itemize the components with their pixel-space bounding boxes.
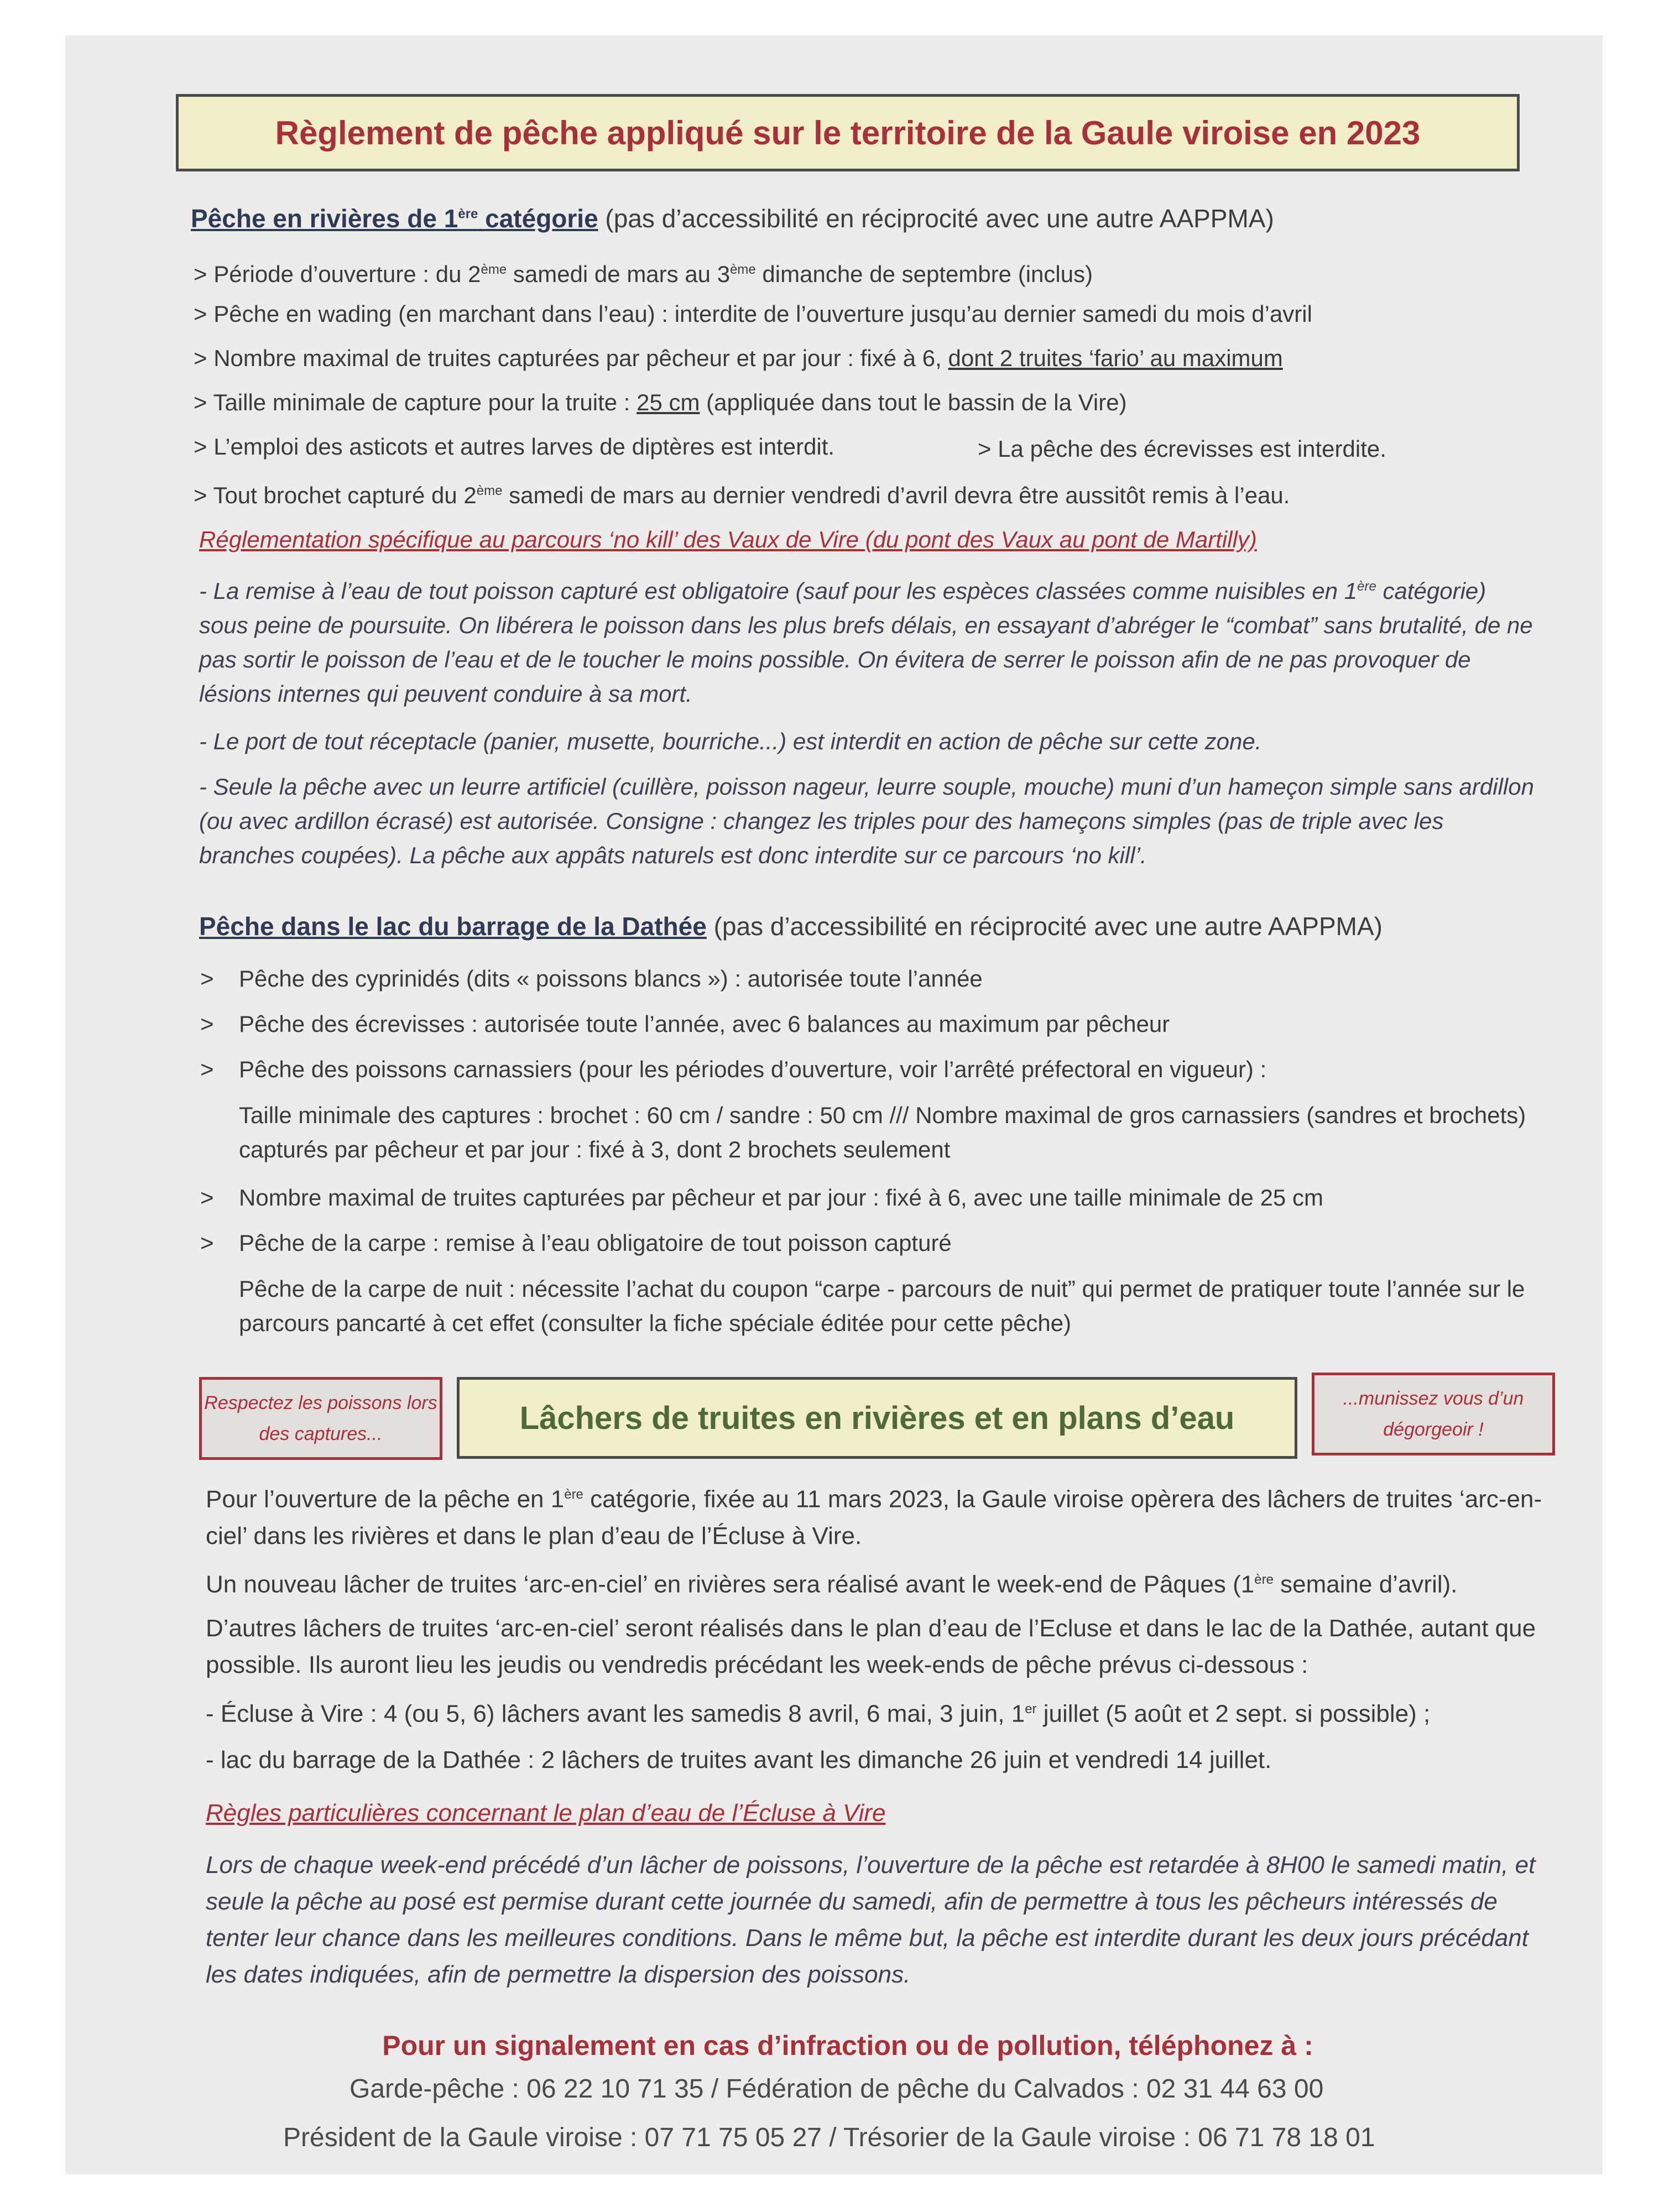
lake-bullet-mark: > <box>200 966 214 992</box>
release-opening-sup: ère <box>564 1487 583 1502</box>
release-dathee-dates: - lac du barrage de la Dathée : 2 lâchers de truites avant les dimanche 26 juin et vendredi 14 juillet. <box>206 1746 1272 1773</box>
rule-min-size-a: > Taille minimale de capture pour la truite : <box>194 389 637 415</box>
section1-heading-sup: ère <box>458 206 478 222</box>
document-title: Règlement de pêche appliqué sur le territoire de la Gaule viroise en 2023 <box>275 114 1421 152</box>
rule-opening-c: dimanche de septembre (inclus) <box>755 261 1093 287</box>
lake-bullet-mark: > <box>200 1230 214 1256</box>
release-ecluse-dates <box>206 1691 1430 1733</box>
no-kill-rule-release <box>199 570 1537 711</box>
section2-heading-lead: Pêche dans le lac du barrage de la Dathée <box>199 912 707 941</box>
release-easter-paragraph <box>206 1562 1555 1603</box>
rule-pike-sup: ème <box>476 483 503 498</box>
rule-max-trout-underlined: dont 2 truites ‘fario’ au maximum <box>948 345 1283 371</box>
rule-max-trout <box>194 344 1283 373</box>
rule-opening-a: > Période d’ouverture : du 2 <box>194 261 481 287</box>
lake-bullet-mark: > <box>200 1011 214 1037</box>
contacts-line-2: Président de la Gaule viroise : 07 71 75 05 27 / Trésorier de la Gaule viroise : 06 71 78 18 01 <box>283 2123 1375 2152</box>
lake-rule-trout: Nombre maximal de truites capturées par pêcheur et par jour : fixé à 6, avec une taille minimale de 25 cm <box>239 1185 1323 1211</box>
lake-rule-carp: Pêche de la carpe : remise à l’eau obligatoire de tout poisson capturé <box>239 1230 952 1256</box>
release-ecluse-a: - Écluse à Vire : 4 (ou 5, 6) lâchers avant les samedis 8 avril, 6 mai, 3 juin, 1 <box>206 1700 1025 1728</box>
lake-rule-cyprinids: Pêche des cyprinidés (dits « poissons blancs ») : autorisée toute l’année <box>239 966 983 992</box>
rule-opening-sup2: ème <box>730 262 756 277</box>
rule-min-size-b: (appliquée dans tout le bassin de la Vire) <box>700 389 1127 415</box>
rule-wading: > Pêche en wading (en marchant dans l’eau) : interdite de l’ouverture jusqu’au dernier samedi du mois d’avril <box>194 301 1312 327</box>
rule-opening-sup1: ème <box>481 262 507 277</box>
rule-pike-b: samedi de mars au dernier vendredi d’avril devra être aussitôt remis à l’eau. <box>502 482 1290 508</box>
lake-rule-predators: Pêche des poissons carnassiers (pour les périodes d’ouverture, voir l’arrêté préfectoral en vigueur) : <box>239 1056 1267 1082</box>
release-ecluse-b: juillet (5 août et 2 sept. si possible) ; <box>1036 1700 1431 1728</box>
lake-rule-crayfish: Pêche des écrevisses : autorisée toute l’année, avec 6 balances au maximum par pêcheur <box>239 1011 1170 1037</box>
banner-left-note: Respectez les poissons lors des captures... <box>199 1377 442 1460</box>
release-opening-b: catégorie, fixée au 11 mars 2023, la Gaule viroise opèrera des lâchers de truites ‘arc-en-ciel’ dans les rivières et dans le plan d’eau de l’Écluse à Vire. <box>206 1485 1542 1550</box>
rule-pike <box>194 477 1290 510</box>
release-easter-b: semaine d’avril). <box>1273 1571 1458 1598</box>
section1-heading-lead-text: Pêche en rivières de 1 <box>191 204 458 233</box>
no-kill-rule-receptacle: - Le port de tout réceptacle (panier, musette, bourriche...) est interdit en action de pêche sur cette zone. <box>199 728 1262 754</box>
rule-crayfish: > La pêche des écrevisses est interdite. <box>978 436 1386 462</box>
banner-title: Lâchers de truites en rivières et en plans d’eau <box>457 1377 1297 1459</box>
no-kill-heading: Réglementation spécifique au parcours ‘no kill’ des Vaux de Vire (du pont des Vaux au pont de Martilly) <box>199 526 1257 552</box>
ecluse-rules-text: Lors de chaque week-end précédé d’un lâcher de poissons, l’ouverture de la pêche est retardée à 8H00 le samedi matin, et seule la pêche au posé est permise durant cette journée du samedi, afin de permettre à tous les pêcheurs intéressés de tenter leur chance dans les meilleures conditions. Dans le même but, la pêche est interdite durant les deux jours précédant les dates indiquées, afin de permettre la dispersion des poissons. <box>206 1851 1536 1988</box>
contacts-title: Pour un signalement en cas d’infraction ou de pollution, téléphonez à : <box>382 2030 1313 2061</box>
no-kill-release-sup: ère <box>1357 579 1376 594</box>
lake-rule-night-carp: Pêche de la carpe de nuit : nécessite l’achat du coupon “carpe - parcours de nuit” qui permet de pratiquer toute l’année sur le parcours pancarté à cet effet (consulter la fiche spéciale éditée pour cette pêche) <box>239 1276 1525 1336</box>
no-kill-release-b: catégorie) sous peine de poursuite. On libérera le poisson dans les plus brefs délais, en essayant d’abréger le “combat” sans brutalité, de ne pas sortir le poisson de l’eau et de le toucher le moins possible. On évitera de serrer le poisson afin de ne pas provoquer de lésions internes qui peuvent conduire à sa mort. <box>199 578 1533 707</box>
banner-right-note: ...munissez vous d’un dégorgeoir ! <box>1312 1373 1555 1455</box>
release-opening-paragraph <box>206 1477 1555 1554</box>
contacts-line-1: Garde-pêche : 06 22 10 71 35 / Fédération de pêche du Calvados : 02 31 44 63 00 <box>349 2074 1324 2104</box>
section1-heading-lead <box>191 204 598 233</box>
section2-heading-rest: (pas d’accessibilité en réciprocité avec une autre AAPPMA) <box>706 912 1383 941</box>
rule-opening-period <box>194 255 1093 289</box>
release-opening-a: Pour l’ouverture de la pêche en 1 <box>206 1485 565 1513</box>
title-box <box>176 94 1520 171</box>
section1-heading-lead-end: catégorie <box>478 204 598 233</box>
no-kill-release-a: - La remise à l’eau de tout poisson capturé est obligatoire (sauf pour les espèces classées comme nuisibles en 1 <box>199 578 1358 604</box>
release-easter-sup: ère <box>1254 1572 1274 1587</box>
section1-heading <box>191 204 1274 233</box>
rule-maggots: > L’emploi des asticots et autres larves de diptères est interdit. <box>194 434 835 460</box>
rule-min-size <box>194 388 1127 417</box>
ecluse-rules-heading: Règles particulières concernant le plan d’eau de l’Écluse à Vire <box>206 1799 886 1827</box>
release-other-paragraph: D’autres lâchers de truites ‘arc-en-ciel’ seront réalisés dans le plan d’eau de l’Ecluse et dans le lac de la Dathée, autant que possible. Ils auront lieu les jeudis ou vendredis précédant les week-ends de pêche prévus ci-dessous : <box>206 1615 1536 1678</box>
rule-pike-a: > Tout brochet capturé du 2 <box>194 482 477 508</box>
rule-opening-b: samedi de mars au 3 <box>507 261 731 287</box>
release-ecluse-sup: er <box>1025 1702 1037 1717</box>
no-kill-rule-lure: - Seule la pêche avec un leurre artificiel (cuillère, poisson nageur, leurre souple, mouche) muni d’un hameçon simple sans ardillon (ou avec ardillon écrasé) est autorisée. Consigne : changez les triples pour des hameçons simples (pas de triple avec les branches coupées). La pêche aux appâts naturels est donc interdite sur ce parcours ‘no kill’. <box>199 774 1534 868</box>
lake-bullet-mark: > <box>200 1185 214 1211</box>
section1-heading-rest: (pas d’accessibilité en réciprocité avec une autre AAPPMA) <box>598 204 1274 233</box>
release-easter-a: Un nouveau lâcher de truites ‘arc-en-ciel’ en rivières sera réalisé avant le week-end de Pâques (1 <box>206 1571 1255 1598</box>
rule-min-size-underlined: 25 cm <box>637 389 700 415</box>
lake-rule-predator-sizes: Taille minimale des captures : brochet : 60 cm / sandre : 50 cm /// Nombre maximal de gros carnassiers (sandres et brochets) capturés par pêcheur et par jour : fixé à 3, dont 2 brochets seulement <box>239 1102 1526 1162</box>
lake-bullet-mark: > <box>200 1056 214 1082</box>
rule-max-trout-a: > Nombre maximal de truites capturées par pêcheur et par jour : fixé à 6, <box>194 345 948 371</box>
section2-heading <box>199 911 1383 941</box>
